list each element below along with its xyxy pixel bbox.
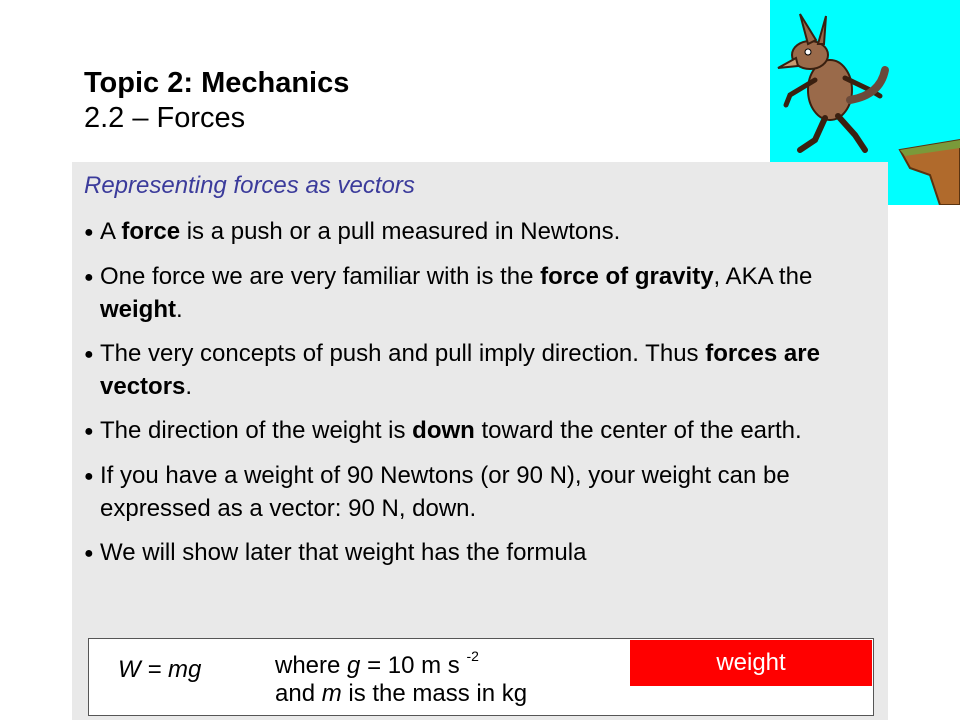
slide-title	[84, 66, 349, 136]
bullet-item: ● One force we are very familiar with is the force of gravity, AKA the weight.	[84, 263, 813, 323]
mass-note: and m is the mass in kg	[275, 680, 528, 707]
bullet-item: ● The direction of the weight is down toward the center of the earth.	[84, 415, 874, 448]
bullet-item: ● We will show later that weight has the formula	[84, 537, 874, 570]
title-subtopic: 2.2 – Forces	[84, 101, 246, 134]
bullet-dot-icon: ●	[84, 224, 94, 241]
weight-formula: W = mg	[118, 656, 202, 683]
bullet-item: ● The very concepts of push and pull imply direction. Thus forces are vectors.	[84, 340, 820, 400]
bullet-dot-icon: ●	[84, 468, 94, 485]
weight-label-badge: weight	[630, 640, 872, 686]
section-subheading: Representing forces as vectors	[84, 172, 415, 199]
bullet-dot-icon: ●	[84, 545, 94, 562]
title-topic: Topic 2: Mechanics	[84, 67, 350, 99]
bullet-dot-icon: ●	[84, 269, 94, 286]
bullet-dot-icon: ●	[84, 346, 94, 363]
bullet-dot-icon: ●	[84, 423, 94, 440]
bullet-list	[84, 216, 874, 582]
bullet-item: ● A force is a push or a pull measured in Newtons.	[84, 216, 874, 249]
gravity-note: where g = 10 m s $^{-2}$	[275, 648, 479, 679]
bullet-item: ● If you have a weight of 90 Newtons (or 90 N), your weight can be expressed as a vector: 90 N, down.	[84, 462, 790, 522]
